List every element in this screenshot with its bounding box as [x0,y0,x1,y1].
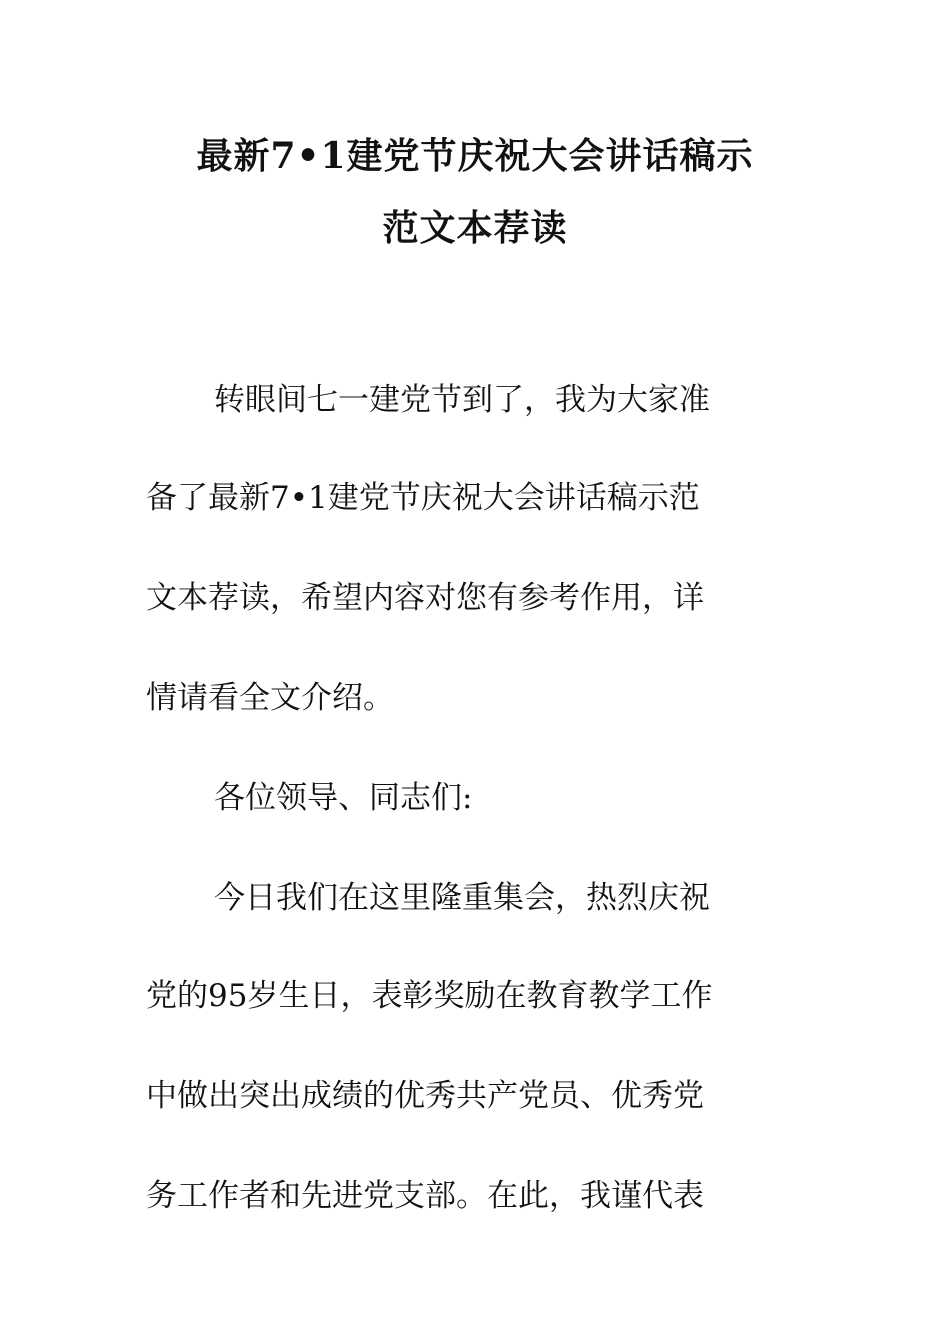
paragraph-line: 党的95岁生日，表彰奖励在教育教学工作 [146,978,713,1014]
salutation-line: 各位领导、同志们: [214,780,473,816]
paragraph-line: 情请看全文介绍。 [146,680,394,716]
document-title-line-2: 范文本荐读 [382,207,568,249]
document-title-line-1: 最新7•1建党节庆祝大会讲话稿示 [196,135,754,177]
paragraph-line: 文本荐读，希望内容对您有参考作用，详 [146,580,704,616]
paragraph-line: 今日我们在这里隆重集会，热烈庆祝 [214,880,710,916]
paragraph-line: 务工作者和先进党支部。在此，我谨代表 [146,1178,704,1214]
paragraph-line: 备了最新7•1建党节庆祝大会讲话稿示范 [146,480,700,516]
paragraph-line: 转眼间七一建党节到了，我为大家准 [214,382,710,418]
paragraph-line: 中做出突出成绩的优秀共产党员、优秀党 [146,1078,704,1114]
